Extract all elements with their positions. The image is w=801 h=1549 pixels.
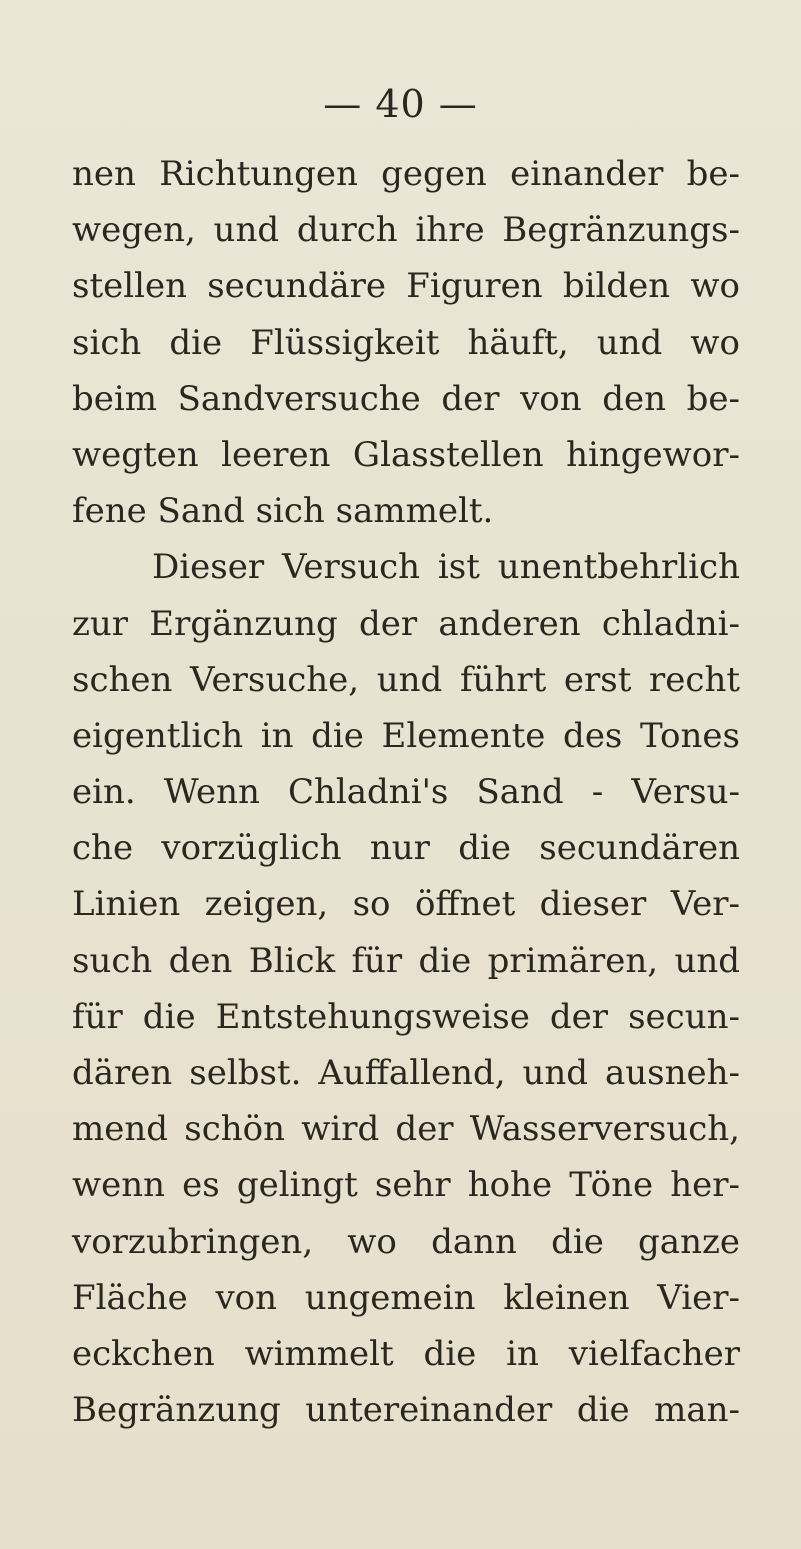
text-line: ein. Wenn Chladni's Sand - Versu- <box>72 772 740 813</box>
text-line: schen Versuche, und führt erst recht <box>72 659 740 700</box>
text-line: für die Entstehungsweise der secun- <box>72 996 740 1037</box>
text-line: zur Ergänzung der anderen chladni- <box>72 603 740 644</box>
text-line: mend schön wird der Wasserversuch, <box>72 1109 740 1150</box>
text-line: che vorzüglich nur die secundären <box>72 828 740 869</box>
body-text <box>72 146 740 1438</box>
text-line: wegen, und durch ihre Begränzungs- <box>72 210 740 251</box>
text-line: Fläche von ungemein kleinen Vier- <box>72 1277 740 1318</box>
text-line: vorzubringen, wo dann die ganze <box>72 1221 740 1262</box>
text-line: wegten leeren Glasstellen hingewor- <box>72 434 740 475</box>
text-line: such den Blick für die primären, und <box>72 940 740 981</box>
text-line: eigentlich in die Elemente des Tones <box>72 715 740 756</box>
text-line: nen Richtungen gegen einander be- <box>72 154 740 194</box>
text-line: wenn es gelingt sehr hohe Töne her- <box>72 1165 740 1206</box>
text-line: stellen secundäre Figuren bilden wo <box>72 266 740 307</box>
text-line: Linien zeigen, so öffnet dieser Ver- <box>72 884 740 925</box>
text-line: eckchen wimmelt die in vielfacher <box>72 1333 740 1374</box>
page-number: — 40 — <box>323 82 478 126</box>
text-line: beim Sandversuche der von den be- <box>72 378 740 419</box>
paragraph-end-line: fene Sand sich sammelt. <box>72 491 494 532</box>
text-line: Begränzung untereinander die man- <box>72 1390 740 1431</box>
paragraph-start-line: Dieser Versuch ist unentbehrlich <box>152 547 740 588</box>
text-line: sich die Flüssigkeit häuft, und wo <box>72 322 740 363</box>
text-line: dären selbst. Auffallend, und ausneh- <box>72 1053 740 1093</box>
